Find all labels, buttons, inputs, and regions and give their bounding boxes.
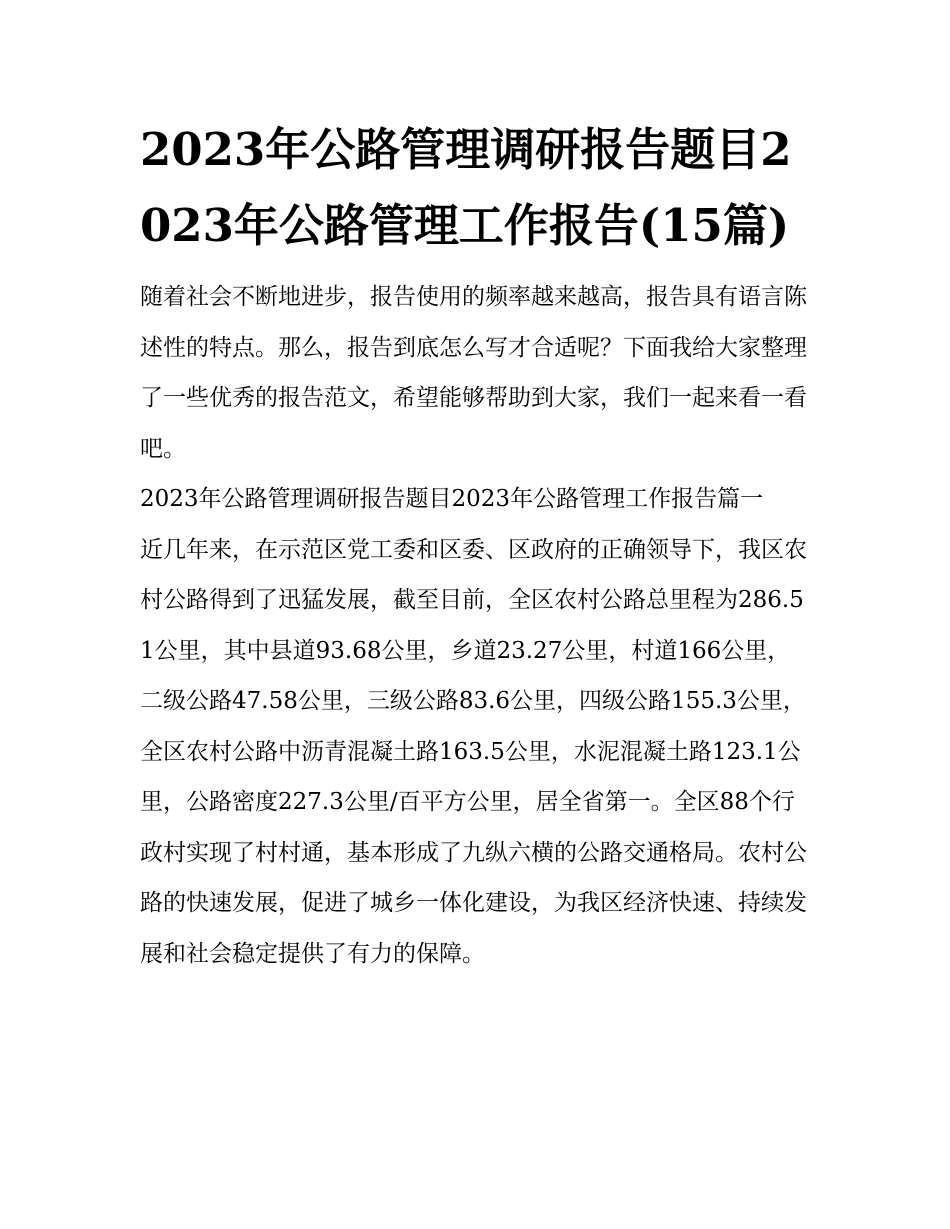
body-paragraph: 近几年来，在示范区党工委和区委、区政府的正确领导下，我区农村公路得到了迅猛发展，截至目前，全区农村公路总里程为286.51公里，其中县道93.68公里，乡道23.27公里，村道166公里，二级公路47.58公里，三级公路83.6公里，四级公路155.3公里，全区农村公路中沥青混凝土路163.5公里，水泥混凝土路123.1公里，公路密度227.3公里/百平方公里，居全省第一。全区88个行政村实现了村村通，基本形成了九纵六横的公路交通格局。农村公路的快速发展，促进了城乡一体化建设，为我区经济快速、持续发展和社会稳定提供了有力的保障。 [140, 536, 807, 967]
intro-paragraph: 随着社会不断地进步，报告使用的频率越来越高，报告具有语言陈述性的特点。那么，报告到底怎么写才合适呢？下面我给大家整理了一些优秀的报告范文，希望能够帮助到大家，我们一起来看一看吧。 [140, 284, 807, 462]
section-heading: 2023年公路管理调研报告题目2023年公路管理工作报告篇一 [140, 486, 764, 512]
document-content [140, 112, 812, 979]
document-title: 2023年公路管理调研报告题目2023年公路管理工作报告(15篇) [140, 123, 792, 252]
title-block [140, 112, 812, 264]
